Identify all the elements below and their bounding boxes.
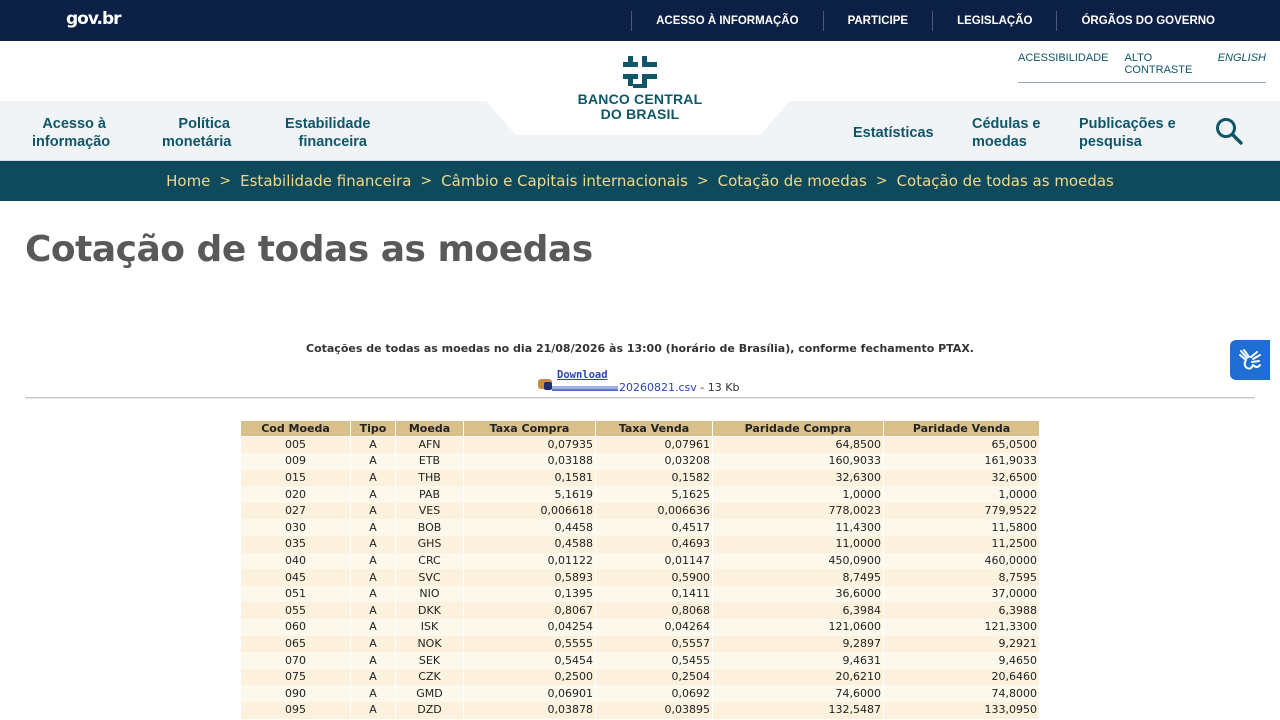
breadcrumb-separator: > (219, 173, 232, 189)
table-row (241, 503, 1040, 520)
cell-paridade-venda: 8,7595 (884, 569, 1040, 586)
cell-paridade-compra: 121,0600 (713, 619, 884, 636)
cell-taxa-venda: 0,5557 (596, 636, 713, 653)
banco-central-logo-icon (620, 54, 660, 92)
cell-moeda: PAB (396, 486, 464, 503)
header-paridade-venda: Paridade Venda (884, 421, 1040, 437)
table-row (241, 586, 1040, 603)
nav-item-label: Cédulas e (972, 116, 1041, 132)
cell-tipo: A (351, 602, 396, 619)
cell-taxa-compra: 0,8067 (464, 602, 596, 619)
cell-cod-moeda: 009 (241, 453, 351, 470)
quotation-caption: Cotações de todas as moedas no dia 21/08/2026 às 13:00 (horário de Brasília), conforme fechamento PTAX. (306, 342, 974, 355)
breadcrumb-separator: > (420, 173, 433, 189)
nav-item-label: Política (178, 116, 230, 132)
search-icon[interactable] (1215, 117, 1243, 145)
cell-cod-moeda: 035 (241, 536, 351, 553)
cell-moeda: DZD (396, 702, 464, 719)
breadcrumb-separator: > (875, 173, 888, 189)
nav-item-estatisticas[interactable] (853, 124, 934, 142)
cell-cod-moeda: 075 (241, 669, 351, 686)
cell-cod-moeda: 051 (241, 586, 351, 603)
cell-paridade-compra: 160,9033 (713, 453, 884, 470)
table-row (241, 519, 1040, 536)
cell-taxa-venda: 0,04264 (596, 619, 713, 636)
nav-item-label: Publicações e (1079, 116, 1176, 132)
table-row (241, 602, 1040, 619)
cell-tipo: A (351, 685, 396, 702)
cell-taxa-venda: 0,01147 (596, 553, 713, 570)
cell-tipo: A (351, 669, 396, 686)
cell-tipo: A (351, 553, 396, 570)
cell-paridade-venda: 11,2500 (884, 536, 1040, 553)
gov-link-acesso[interactable]: ACESSO À INFORMAÇÃO (631, 11, 822, 31)
cell-moeda: CRC (396, 553, 464, 570)
cell-paridade-compra: 9,2897 (713, 636, 884, 653)
cell-paridade-compra: 11,4300 (713, 519, 884, 536)
cell-cod-moeda: 027 (241, 503, 351, 520)
cell-moeda: BOB (396, 519, 464, 536)
cell-paridade-compra: 36,6000 (713, 586, 884, 603)
cell-paridade-venda: 32,6500 (884, 470, 1040, 487)
banco-central-logo[interactable] (560, 54, 720, 122)
gov-links (631, 0, 1215, 41)
cell-taxa-venda: 0,5900 (596, 569, 713, 586)
cell-taxa-venda: 0,07961 (596, 437, 713, 454)
nav-item-label: pesquisa (1079, 134, 1142, 150)
cell-taxa-venda: 0,1582 (596, 470, 713, 487)
cell-taxa-compra: 0,1581 (464, 470, 596, 487)
cell-cod-moeda: 065 (241, 636, 351, 653)
cell-taxa-compra: 0,06901 (464, 685, 596, 702)
cell-taxa-compra: 0,01122 (464, 553, 596, 570)
header-cod-moeda: Cod Moeda (241, 421, 351, 437)
logo-notch-right (760, 101, 790, 135)
breadcrumb-current: Cotação de todas as moedas (896, 172, 1114, 190)
cell-cod-moeda: 070 (241, 652, 351, 669)
cell-paridade-venda: 9,2921 (884, 636, 1040, 653)
cell-tipo: A (351, 486, 396, 503)
cell-paridade-venda: 121,3300 (884, 619, 1040, 636)
cell-tipo: A (351, 536, 396, 553)
breadcrumb-estabilidade[interactable]: Estabilidade financeira (240, 172, 412, 190)
cell-taxa-compra: 0,1395 (464, 586, 596, 603)
cell-moeda: GMD (396, 685, 464, 702)
cell-moeda: THB (396, 470, 464, 487)
cell-moeda: DKK (396, 602, 464, 619)
table-row (241, 470, 1040, 487)
cell-cod-moeda: 015 (241, 470, 351, 487)
cell-taxa-venda: 0,1411 (596, 586, 713, 603)
libras-hands-icon (1237, 347, 1263, 373)
cell-cod-moeda: 060 (241, 619, 351, 636)
download-file-link[interactable]: 20260821.csv (619, 381, 697, 394)
cell-moeda: NIO (396, 586, 464, 603)
cell-taxa-venda: 0,03895 (596, 702, 713, 719)
download-file (619, 381, 739, 394)
english-link[interactable]: ENGLISH (1217, 52, 1266, 64)
cell-paridade-compra: 1,0000 (713, 486, 884, 503)
cell-cod-moeda: 040 (241, 553, 351, 570)
divider (25, 397, 1255, 399)
table-row (241, 669, 1040, 686)
cell-moeda: AFN (396, 437, 464, 454)
header-paridade-compra: Paridade Compra (713, 421, 884, 437)
cell-moeda: CZK (396, 669, 464, 686)
cell-paridade-compra: 74,6000 (713, 685, 884, 702)
cell-paridade-venda: 460,0000 (884, 553, 1040, 570)
cell-paridade-compra: 450,0900 (713, 553, 884, 570)
table-row (241, 437, 1040, 454)
nav-item-label: Acesso à (42, 116, 106, 132)
cell-taxa-compra: 0,03188 (464, 453, 596, 470)
cell-cod-moeda: 090 (241, 685, 351, 702)
cell-taxa-compra: 0,4588 (464, 536, 596, 553)
logo-notch-left (486, 101, 516, 135)
table-row (241, 685, 1040, 702)
cell-taxa-venda: 0,2504 (596, 669, 713, 686)
cell-taxa-compra: 0,4458 (464, 519, 596, 536)
gov-link-legislacao[interactable]: LEGISLAÇÃO (932, 11, 1056, 31)
header-tipo: Tipo (351, 421, 396, 437)
gov-bar (0, 0, 1280, 41)
nav-item-label: financeira (298, 134, 367, 150)
table-row (241, 536, 1040, 553)
table-row (241, 486, 1040, 503)
cell-paridade-venda: 11,5800 (884, 519, 1040, 536)
cell-tipo: A (351, 586, 396, 603)
table-row (241, 619, 1040, 636)
breadcrumb-cambio[interactable]: Câmbio e Capitais internacionais (441, 172, 688, 190)
nav-item-acesso[interactable] (32, 115, 111, 151)
cell-tipo: A (351, 470, 396, 487)
cell-tipo: A (351, 652, 396, 669)
cell-cod-moeda: 005 (241, 437, 351, 454)
download-file-size: - 13 Kb (696, 381, 740, 394)
cell-cod-moeda: 030 (241, 519, 351, 536)
page-title: Cotação de todas as moedas (25, 229, 593, 270)
cell-taxa-venda: 0,03208 (596, 453, 713, 470)
cell-moeda: SVC (396, 569, 464, 586)
nav-item-label: Estabilidade (285, 116, 371, 132)
cell-paridade-compra: 6,3984 (713, 602, 884, 619)
cell-taxa-compra: 0,006618 (464, 503, 596, 520)
cell-moeda: NOK (396, 636, 464, 653)
breadcrumb-separator: > (696, 173, 709, 189)
cell-paridade-venda: 9,4650 (884, 652, 1040, 669)
cell-taxa-compra: 0,5893 (464, 569, 596, 586)
cell-cod-moeda: 055 (241, 602, 351, 619)
cell-paridade-compra: 20,6210 (713, 669, 884, 686)
quotes-table (240, 420, 1040, 719)
table-row (241, 652, 1040, 669)
table-row (241, 453, 1040, 470)
cell-moeda: SEK (396, 652, 464, 669)
cell-moeda: ETB (396, 453, 464, 470)
cell-taxa-compra: 0,03878 (464, 702, 596, 719)
nav-item-publicacoes[interactable] (1079, 115, 1176, 151)
cell-tipo: A (351, 437, 396, 454)
cell-paridade-compra: 132,5487 (713, 702, 884, 719)
cell-tipo: A (351, 702, 396, 719)
breadcrumb (0, 161, 1280, 201)
download-link[interactable]: Download (557, 369, 608, 381)
cell-paridade-venda: 779,9522 (884, 503, 1040, 520)
nav-item-politica[interactable] (162, 115, 230, 151)
gov-link-orgaos[interactable]: ÓRGÃOS DO GOVERNO (1056, 11, 1215, 31)
nav-item-label: monetária (162, 134, 232, 150)
nav-item-cedulas[interactable] (972, 115, 1041, 151)
cell-tipo: A (351, 519, 396, 536)
cell-moeda: VES (396, 503, 464, 520)
cell-paridade-venda: 1,0000 (884, 486, 1040, 503)
cell-taxa-venda: 0,4517 (596, 519, 713, 536)
cell-taxa-venda: 0,5455 (596, 652, 713, 669)
cell-taxa-compra: 0,04254 (464, 619, 596, 636)
cell-cod-moeda: 020 (241, 486, 351, 503)
breadcrumb-cotacao-moedas[interactable]: Cotação de moedas (717, 172, 867, 190)
nav-item-label: informação (32, 134, 111, 150)
gov-logo[interactable]: gov.br (66, 9, 121, 29)
table-row (241, 636, 1040, 653)
table-header-row (241, 421, 1040, 437)
cell-taxa-compra: 0,2500 (464, 669, 596, 686)
cell-paridade-venda: 37,0000 (884, 586, 1040, 603)
cell-taxa-venda: 5,1625 (596, 486, 713, 503)
cell-tipo: A (351, 503, 396, 520)
nav-item-label: Estatísticas (853, 125, 934, 141)
cell-paridade-venda: 65,0500 (884, 437, 1040, 454)
cell-tipo: A (351, 453, 396, 470)
cell-taxa-venda: 0,006636 (596, 503, 713, 520)
header-taxa-compra: Taxa Compra (464, 421, 596, 437)
cell-paridade-compra: 32,6300 (713, 470, 884, 487)
breadcrumb-home[interactable]: Home (166, 172, 211, 190)
cell-paridade-venda: 6,3988 (884, 602, 1040, 619)
nav-item-estabilidade[interactable] (285, 115, 371, 151)
cell-taxa-venda: 0,4693 (596, 536, 713, 553)
cell-paridade-compra: 778,0023 (713, 503, 884, 520)
nav-item-label: moedas (972, 134, 1027, 150)
table-row (241, 702, 1040, 719)
cell-cod-moeda: 045 (241, 569, 351, 586)
cell-tipo: A (351, 636, 396, 653)
cell-moeda: ISK (396, 619, 464, 636)
gov-link-participe[interactable]: PARTICIPE (823, 11, 933, 31)
logo-line-1: BANCO CENTRAL (577, 91, 703, 107)
table-row (241, 553, 1040, 570)
logo-line-2: DO BRASIL (600, 106, 680, 122)
cell-moeda: GHS (396, 536, 464, 553)
cell-paridade-compra: 64,8500 (713, 437, 884, 454)
table-row (241, 569, 1040, 586)
header-taxa-venda: Taxa Venda (596, 421, 713, 437)
cell-taxa-compra: 0,07935 (464, 437, 596, 454)
cell-paridade-venda: 133,0950 (884, 702, 1040, 719)
cell-cod-moeda: 095 (241, 702, 351, 719)
cell-tipo: A (351, 619, 396, 636)
cell-taxa-venda: 0,0692 (596, 685, 713, 702)
accessibility-link[interactable]: ACESSIBILIDADE (1018, 52, 1109, 64)
cell-taxa-compra: 0,5555 (464, 636, 596, 653)
cell-taxa-compra: 5,1619 (464, 486, 596, 503)
cell-taxa-venda: 0,8068 (596, 602, 713, 619)
cell-paridade-compra: 11,0000 (713, 536, 884, 553)
utility-links (1018, 52, 1266, 83)
libras-button[interactable] (1230, 340, 1270, 380)
cell-paridade-compra: 8,7495 (713, 569, 884, 586)
cell-paridade-venda: 20,6460 (884, 669, 1040, 686)
cell-paridade-venda: 74,8000 (884, 685, 1040, 702)
cell-tipo: A (351, 569, 396, 586)
header-moeda: Moeda (396, 421, 464, 437)
cell-paridade-venda: 161,9033 (884, 453, 1040, 470)
cell-taxa-compra: 0,5454 (464, 652, 596, 669)
cell-paridade-compra: 9,4631 (713, 652, 884, 669)
high-contrast-link[interactable]: ALTO CONTRASTE (1124, 52, 1193, 76)
